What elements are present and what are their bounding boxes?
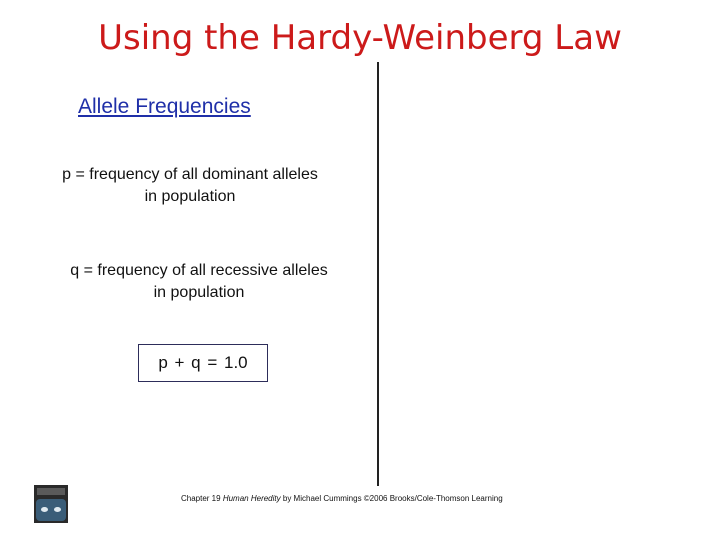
definition-q [40, 260, 358, 304]
slide-title: Using the Hardy-Weinberg Law [98, 18, 622, 58]
equation-text: p + q = 1.0 [158, 353, 248, 372]
definition-q-line2: in population [153, 284, 245, 301]
book-cover-eye-right [54, 507, 61, 512]
footer-book-title: Human Heredity [222, 494, 281, 503]
book-cover-face [36, 499, 66, 521]
footer-chapter: Chapter 19 [181, 494, 221, 503]
definition-p [40, 164, 340, 208]
book-cover-title-strip [37, 488, 65, 495]
book-cover-eye-left [41, 507, 48, 512]
footer-credit: by Michael Cummings ©2006 Brooks/Cole-Thomson Learning [282, 494, 503, 503]
equation-box [138, 344, 268, 382]
definition-p-line1: p = frequency of all dominant alleles [62, 166, 318, 183]
book-cover-icon [34, 485, 68, 523]
subheading-allele-frequencies: Allele Frequencies [78, 95, 251, 118]
definition-q-line1: q = frequency of all recessive alleles [70, 262, 328, 279]
footer-citation [181, 494, 503, 503]
vertical-divider [377, 62, 379, 486]
definition-p-line2: in population [144, 188, 236, 205]
